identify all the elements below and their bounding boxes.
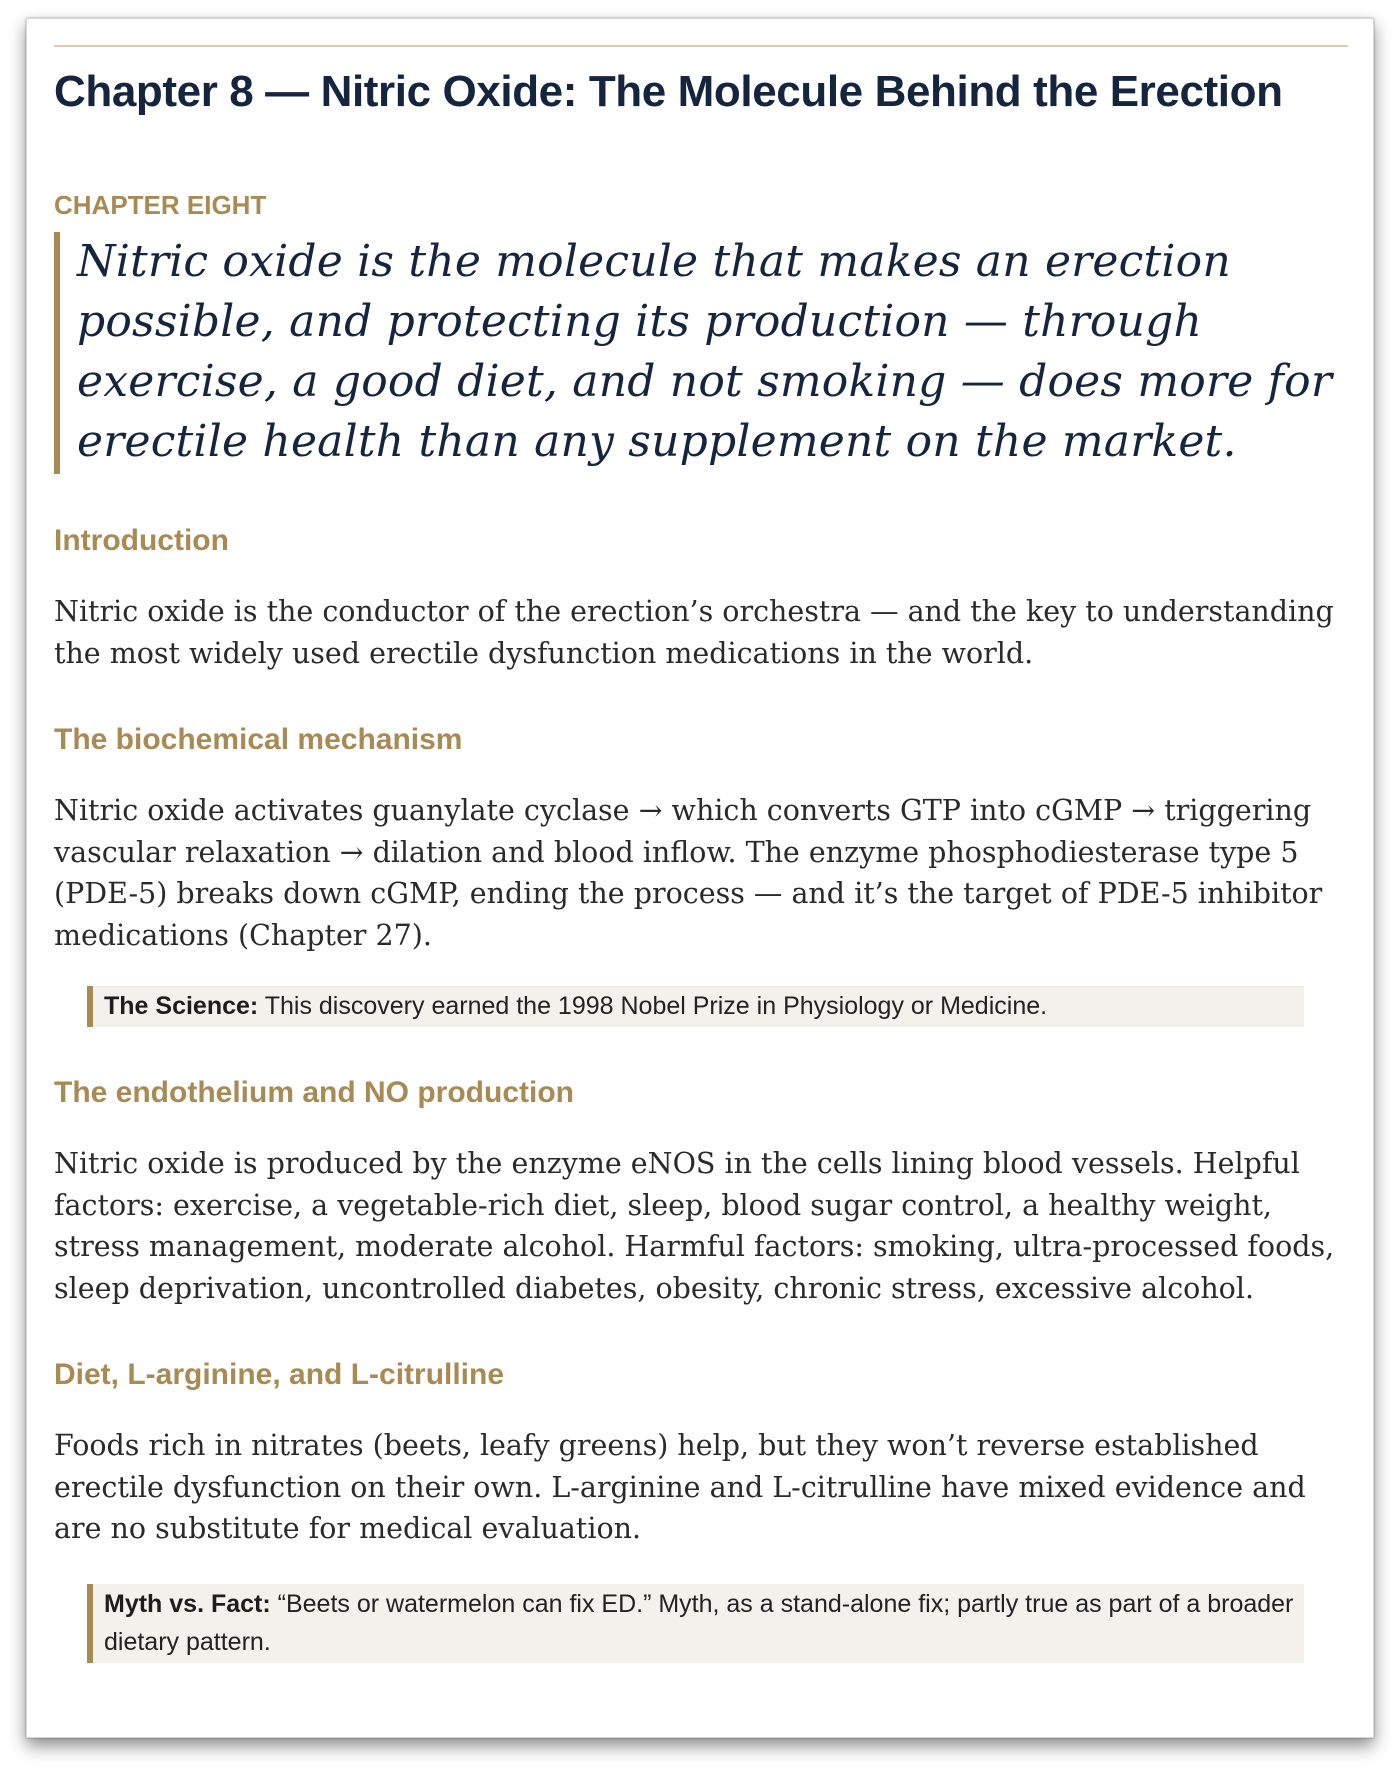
section-heading-diet: Diet, L-arginine, and L-citrulline — [54, 1358, 505, 1391]
callout-text: “Beets or watermelon can fix ED.” Myth, as a stand-alone fix; partly true as part of a broader dietary pattern. — [104, 1589, 1294, 1656]
section-heading-endothelium: The endothelium and NO production — [54, 1076, 574, 1109]
chapter-pullquote: Nitric oxide is the molecule that makes an erection possible, and protecting its production — through exercise, a good diet, and not smoking — does more for erectile health than any supplement on the market. — [54, 232, 1348, 474]
section-body-diet: Foods rich in nitrates (beets, leafy greens) help, but they won’t reverse established erectile dysfunction on their own. L-arginine and L-citrulline have mixed evidence and are no substitute for medical evaluation. — [54, 1429, 1306, 1545]
science-callout — [87, 986, 1304, 1027]
section-body-biochemical-mechanism: Nitric oxide activates guanylate cyclase → which converts GTP into cGMP → triggering vascular relaxation → dilation and blood inflow. The enzyme phosphodiesterase type 5 (PDE-5) breaks down cGMP, ending the process — and it’s the target of PDE-5 inhibitor medications (Chapter 27). — [54, 794, 1323, 952]
chapter-eyebrow: CHAPTER EIGHT — [54, 190, 267, 220]
chapter-title: Chapter 8 — Nitric Oxide: The Molecule Behind the Erection — [54, 67, 1283, 116]
section-heading-introduction: Introduction — [54, 524, 229, 557]
section-body-endothelium: Nitric oxide is produced by the enzyme eNOS in the cells lining blood vessels. Helpful factors: exercise, a vegetable-rich diet, sleep, blood sugar control, a healthy weight, stress management, moderate alcohol. Harmful factors: smoking, ultra-processed foods, sleep deprivation, uncontrolled diabetes, obesity, chronic stress, excessive alcohol. — [54, 1147, 1335, 1305]
section-body-introduction: Nitric oxide is the conductor of the erection’s orchestra — and the key to understanding the most widely used erectile dysfunction medications in the world. — [54, 595, 1334, 670]
callout-label: Myth vs. Fact: — [104, 1589, 271, 1618]
top-divider — [54, 45, 1348, 47]
document-page — [26, 18, 1374, 1738]
callout-label: The Science: — [104, 992, 259, 1020]
section-heading-biochemical-mechanism: The biochemical mechanism — [54, 723, 463, 756]
callout-text: This discovery earned the 1998 Nobel Prize in Physiology or Medicine. — [258, 992, 1048, 1020]
myth-fact-callout — [87, 1584, 1304, 1663]
